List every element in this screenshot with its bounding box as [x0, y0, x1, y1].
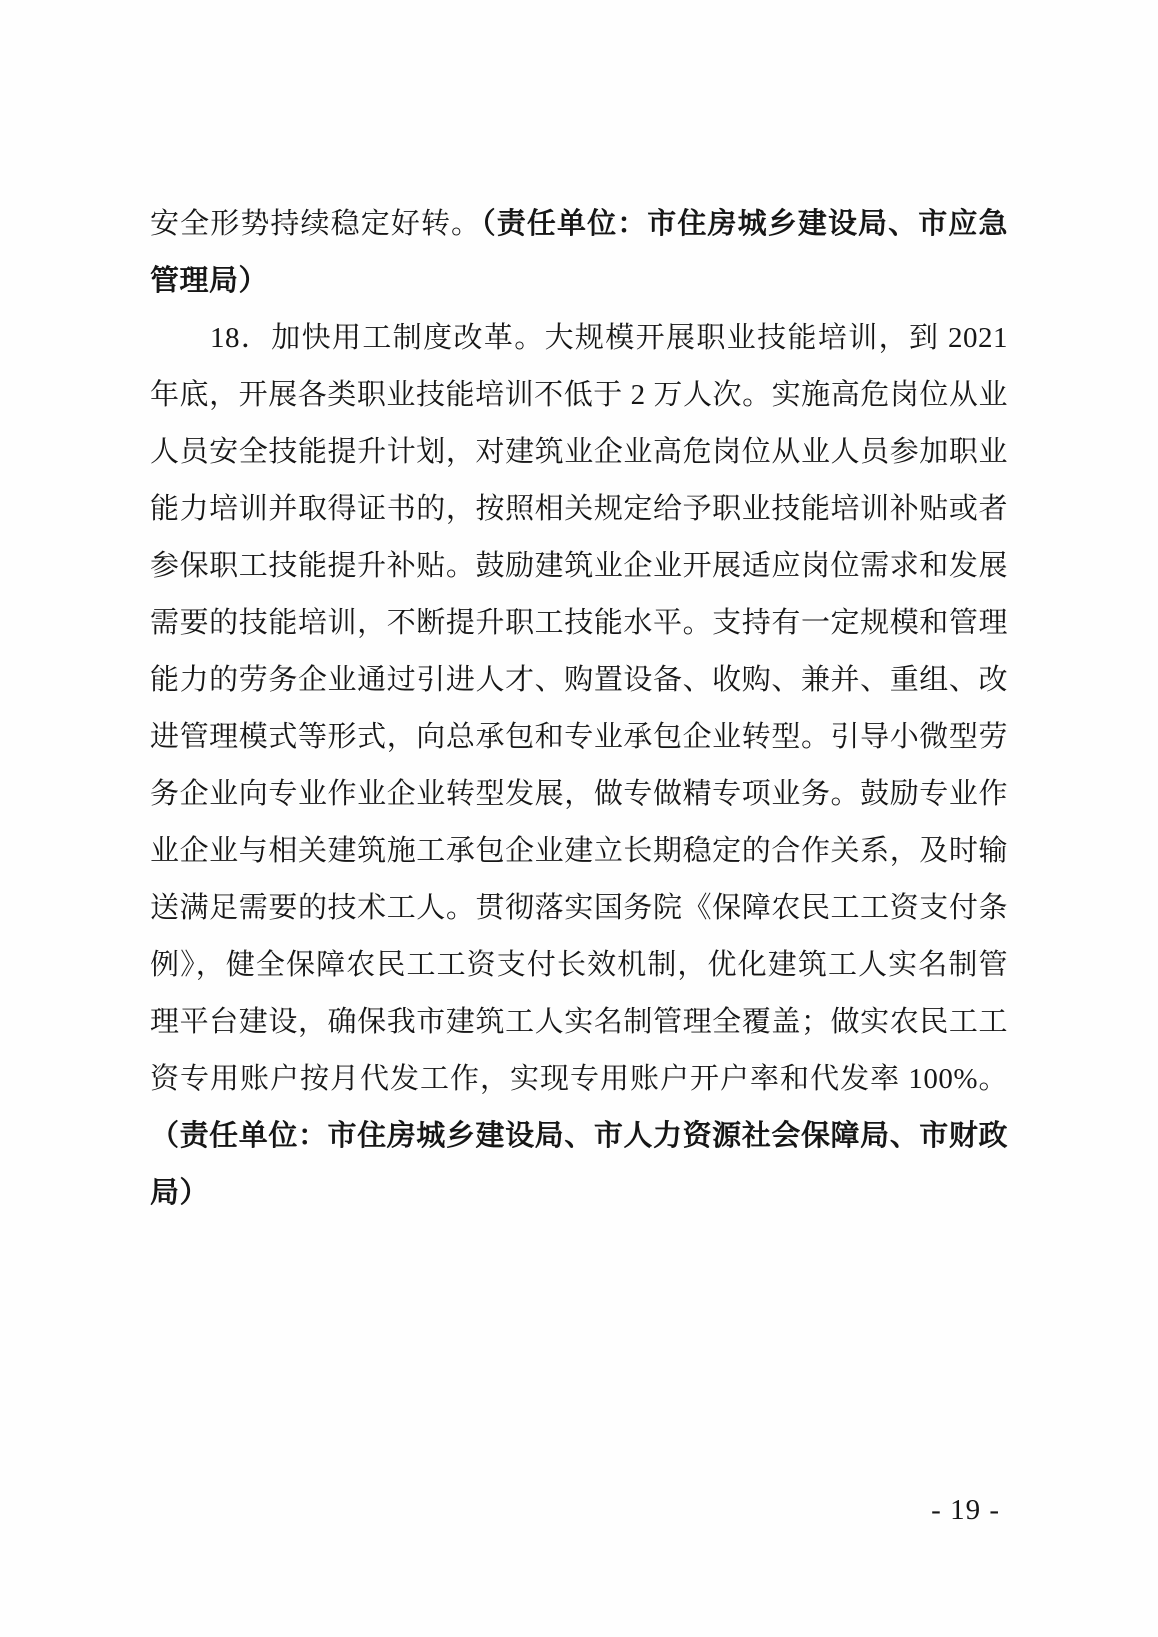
responsibility-unit-text: （责任单位：市住房城乡建设局、市应急管理局） — [150, 208, 1008, 297]
document-body — [150, 196, 1008, 1222]
page-number: - 19 - — [931, 1494, 1000, 1526]
body-text: 大规模开展职业技能培训，到 2021 年底，开展各类职业技能培训不低于 2 万人次。实施高危岗位从业人员安全技能提升计划，对建筑业企业高危岗位从业人员参加职业能力培训并取得证书的，按照相关规定给予职业技能培训补贴或者参保职工技能提升补贴。鼓励建筑业企业开展适应岗位需求和发展需要的技能培训，不断提升职工技能水平。支持有一定规模和管理能力的劳务企业通过引进人才、购置设备、收购、兼并、重组、改进管理模式等形式，向总承包和专业承包企业转型。引导小微型劳务企业向专业作业企业转型发展，做专做精专项业务。鼓励专业作业企业与相关建筑施工承包企业建立长期稳定的合作关系，及时输送满足需要的技术工人。贯彻落实国务院《保障农民工工资支付条例》，健全保障农民工工资支付长效机制，优化建筑工人实名制管理平台建设，确保我市建筑工人实名制管理全覆盖；做实农民工工资专用账户按月代发工作，实现专用账户开户率和代发率 100%。 — [150, 322, 1008, 1095]
item-title-text: 18．加快用工制度改革。 — [210, 322, 545, 354]
body-text: 安全形势持续稳定好转。 — [150, 208, 482, 240]
paragraph — [150, 310, 1008, 1222]
paragraph — [150, 196, 1008, 310]
responsibility-unit-text: （责任单位：市住房城乡建设局、市人力资源社会保障局、市财政局） — [150, 1120, 1008, 1209]
